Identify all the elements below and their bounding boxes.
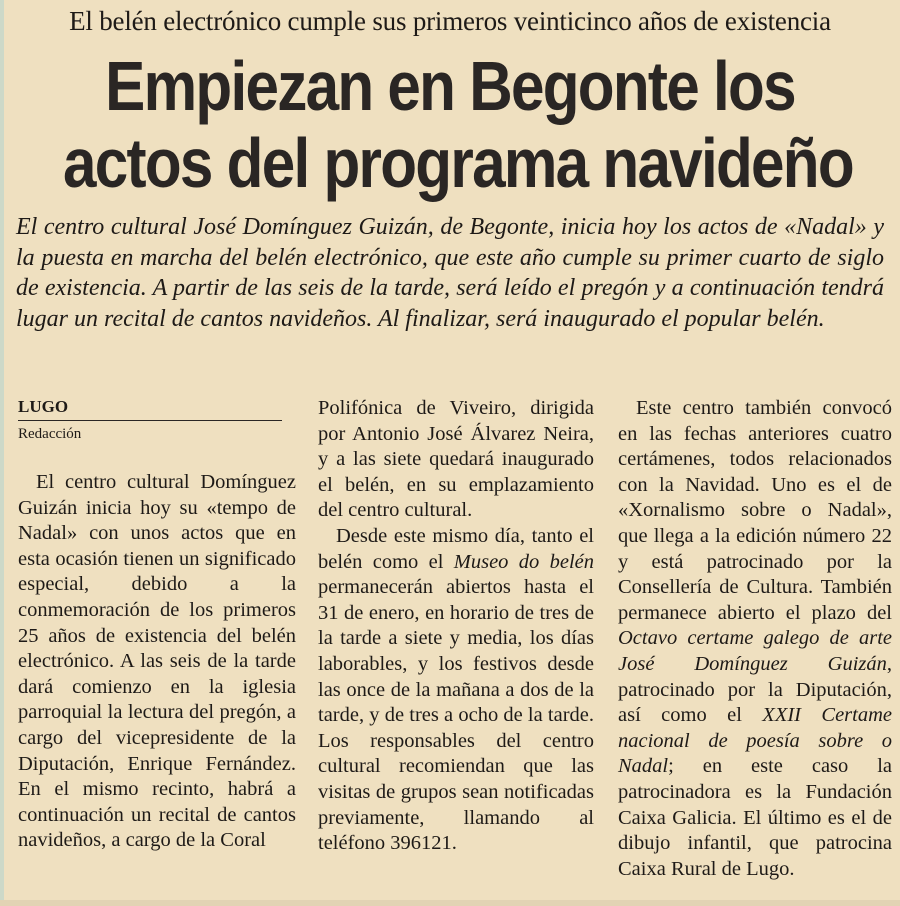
text-run: permanecerán abiertos hasta el 31 de enero, en horario de tres de la tarde a siete y media, los días laborables, y los festivos desde las once de la mañana a dos de la tarde, y de tres a ocho de la tarde. Los responsables del centro cultural recomiendan que las visitas de grupos sean notificadas previamente, llamando al teléfono 396121. — [318, 576, 594, 855]
column-1 — [18, 470, 296, 854]
headline-line-1: Empiezan en Begonte los — [105, 47, 795, 125]
text-run: Este centro también convocó en las fechas anteriores cuatro certámenes, todos relacionados con la Navidad. Uno es el de «Xornalismo sobre o Nadal», que llega a la edición número 22 y está patrocinado por la Consellería de Cultura. También permanece abierto el plazo del — [618, 397, 892, 624]
headline-line-2: actos del programa navideño — [63, 124, 853, 202]
text-run: , patrocinado por la Diputación, así como el — [618, 652, 892, 727]
page-bottom-edge — [0, 900, 900, 906]
byline-agency: Redacción — [18, 426, 82, 442]
text-run: ; en este caso la patrocinadora es la Fundación Caixa Galicia. El último es el de dibujo infantil, que patrocina Caixa Rural de Lugo. — [618, 755, 892, 880]
column-3 — [618, 396, 892, 882]
italic-title-xxii-certame: XXII Certame nacional de poesía sobre o Nadal — [618, 704, 892, 778]
italic-title-octavo-certame: Octavo certame galego de arte José Domínguez Guizán — [618, 627, 892, 675]
column-2-paragraph-2 — [318, 524, 594, 857]
article-kicker: El belén electrónico cumple sus primeros veinticinco años de existencia — [69, 6, 831, 36]
byline — [18, 396, 282, 445]
byline-city: LUGO — [18, 396, 282, 421]
page-edge — [0, 0, 4, 906]
article-lead: El centro cultural José Domínguez Guizán, de Begonte, inicia hoy los actos de «Nadal» y la puesta en marcha del belén electrónico, que este año cumple su primer cuarto de siglo de existencia. A partir de las seis de la tarde, será leído el pregón y a continuación tendrá lugar un recital de cantos navideños. Al finalizar, será inaugurado el popular belén. — [16, 214, 884, 332]
italic-title-museo: Museo do belén — [453, 550, 594, 573]
column-2-paragraph-1: Polifónica de Viveiro, dirigida por Antonio José Álvarez Neira, y a las siete quedará inaugurado el belén, en su emplazamiento del centro cultural. — [318, 397, 594, 522]
column-1-paragraph: El centro cultural Domínguez Guizán inicia hoy su «tempo de Nadal» con unos actos que en esta ocasión tienen un significado especial, debido a la conmemoración de los primeros 25 años de existencia del belén electrónico. A las seis de la tarde dará comienzo en la iglesia parroquial la lectura del pregón, a cargo del vicepresidente de la Diputación, Enrique Fernández. En el mismo recinto, habrá a continuación un recital de cantos navideños, a cargo de la Coral — [18, 471, 296, 852]
text-run: Desde este mismo día, tanto el belén como el — [318, 524, 594, 573]
column-3-paragraph — [618, 396, 892, 882]
column-2 — [318, 396, 594, 857]
article-headline — [63, 47, 853, 202]
